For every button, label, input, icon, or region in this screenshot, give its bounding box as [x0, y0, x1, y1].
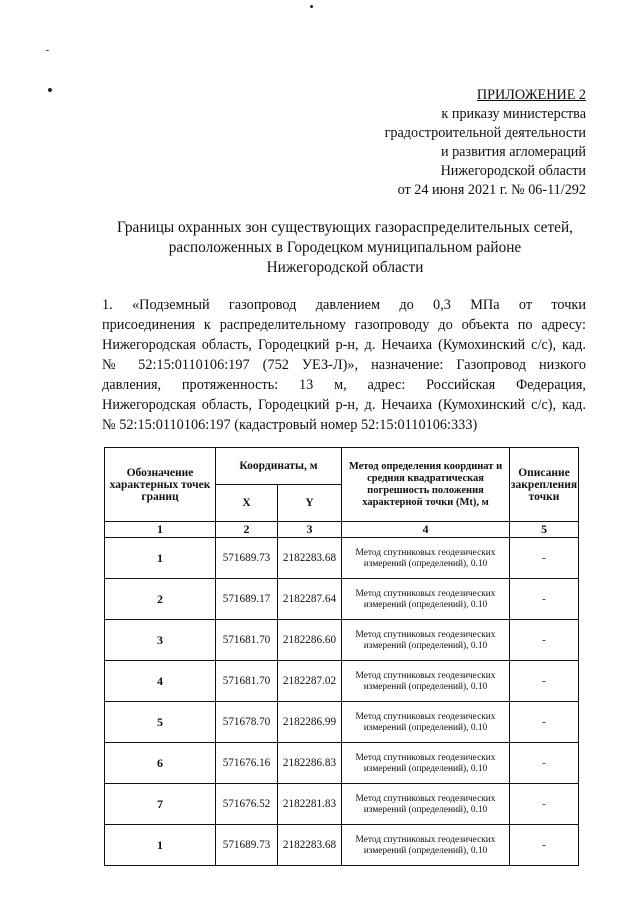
table-row — [105, 620, 579, 661]
table-row — [105, 825, 579, 866]
column-number: 1 — [105, 522, 216, 538]
scan-speck — [310, 5, 313, 8]
point-number-cell: 1 — [105, 825, 216, 866]
header-description: Описание закрепления точки — [510, 448, 579, 522]
paragraph-line: присоединения к распределительному газопроводу до объекта по адресу: — [102, 317, 586, 333]
header-x: X — [216, 485, 278, 522]
appendix-line: от 24 июня 2021 г. № 06-11/292 — [397, 182, 586, 198]
table-row — [105, 702, 579, 743]
appendix-line: и развития агломераций — [440, 144, 586, 160]
column-number-row — [105, 522, 579, 538]
fixation-description-cell: - — [510, 620, 579, 661]
y-coordinate-cell: 2182286.60 — [278, 620, 342, 661]
title-line: Нижегородской области — [266, 259, 424, 276]
x-coordinate-cell: 571681.70 — [216, 661, 278, 702]
paragraph-line: Нижегородская область, Городецкий р-н, д. Нечаиха (Кумохинский с/с), кад. — [102, 397, 586, 413]
y-coordinate-cell: 2182287.02 — [278, 661, 342, 702]
method-cell: Метод спутниковых геодезических измерений (определений), 0.10 — [342, 579, 510, 620]
y-coordinate-cell: 2182283.68 — [278, 825, 342, 866]
column-number: 3 — [278, 522, 342, 538]
table-row — [105, 784, 579, 825]
point-number-cell: 6 — [105, 743, 216, 784]
header-coordinates: Координаты, м — [216, 448, 342, 485]
method-cell: Метод спутниковых геодезических измерений (определений), 0.10 — [342, 784, 510, 825]
paragraph-line: 1. «Подземный газопровод давлением до 0,3 МПа от точки — [102, 297, 586, 313]
paragraph-line: Нижегородская область, Городецкий р-н, д. Нечаиха (Кумохинский с/с), кад. — [102, 337, 586, 353]
appendix-heading: ПРИЛОЖЕНИЕ 2 — [476, 87, 586, 103]
fixation-description-cell: - — [510, 538, 579, 579]
table-row — [105, 579, 579, 620]
fixation-description-cell: - — [510, 825, 579, 866]
point-number-cell: 3 — [105, 620, 216, 661]
title-line: Границы охранных зон существующих газораспределительных сетей, — [117, 219, 573, 236]
column-number: 5 — [510, 522, 579, 538]
fixation-description-cell: - — [510, 579, 579, 620]
column-number: 4 — [342, 522, 510, 538]
method-cell: Метод спутниковых геодезических измерений (определений), 0.10 — [342, 702, 510, 743]
object-description — [102, 295, 586, 435]
method-cell: Метод спутниковых геодезических измерений (определений), 0.10 — [342, 825, 510, 866]
fixation-description-cell: - — [510, 661, 579, 702]
y-coordinate-cell: 2182286.83 — [278, 743, 342, 784]
appendix-line: к приказу министерства — [441, 106, 586, 122]
x-coordinate-cell: 571689.73 — [216, 538, 278, 579]
method-cell: Метод спутниковых геодезических измерений (определений), 0.10 — [342, 538, 510, 579]
x-coordinate-cell: 571689.73 — [216, 825, 278, 866]
table-row — [105, 661, 579, 702]
method-cell: Метод спутниковых геодезических измерений (определений), 0.10 — [342, 620, 510, 661]
appendix-line: градостроительной деятельности — [384, 125, 586, 141]
point-number-cell: 7 — [105, 784, 216, 825]
table-row — [105, 538, 579, 579]
x-coordinate-cell: 571689.17 — [216, 579, 278, 620]
y-coordinate-cell: 2182287.64 — [278, 579, 342, 620]
point-number-cell: 1 — [105, 538, 216, 579]
point-number-cell: 5 — [105, 702, 216, 743]
header-method: Метод определения координат и средняя квадратическая погрешность положения характерной точки (Mt), м — [342, 448, 510, 522]
paragraph-line: № 52:15:0110106:197 (752 УЕЗ-Л)», назначение: Газопровод низкого — [102, 357, 586, 373]
boundary-points-table — [104, 447, 579, 866]
point-number-cell: 2 — [105, 579, 216, 620]
x-coordinate-cell: 571678.70 — [216, 702, 278, 743]
point-number-cell: 4 — [105, 661, 216, 702]
scan-speck — [48, 88, 52, 92]
fixation-description-cell: - — [510, 702, 579, 743]
header-designation: Обозначение характерных точек границ — [105, 448, 216, 522]
scan-speck — [46, 50, 49, 51]
method-cell: Метод спутниковых геодезических измерений (определений), 0.10 — [342, 743, 510, 784]
y-coordinate-cell: 2182283.68 — [278, 538, 342, 579]
appendix-header — [385, 86, 586, 200]
x-coordinate-cell: 571681.70 — [216, 620, 278, 661]
paragraph-line: давления, протяженность: 13 м, адрес: Российская Федерация, — [102, 377, 586, 393]
column-number: 2 — [216, 522, 278, 538]
fixation-description-cell: - — [510, 784, 579, 825]
header-y: Y — [278, 485, 342, 522]
x-coordinate-cell: 571676.16 — [216, 743, 278, 784]
appendix-line: Нижегородской области — [440, 163, 586, 179]
method-cell: Метод спутниковых геодезических измерений (определений), 0.10 — [342, 661, 510, 702]
x-coordinate-cell: 571676.52 — [216, 784, 278, 825]
table-row — [105, 743, 579, 784]
y-coordinate-cell: 2182286.99 — [278, 702, 342, 743]
y-coordinate-cell: 2182281.83 — [278, 784, 342, 825]
document-title — [60, 218, 630, 278]
fixation-description-cell: - — [510, 743, 579, 784]
title-line: расположенных в Городецком муниципальном районе — [168, 239, 522, 256]
paragraph-line: № 52:15:0110106:197 (кадастровый номер 52:15:0110106:333) — [102, 417, 478, 433]
